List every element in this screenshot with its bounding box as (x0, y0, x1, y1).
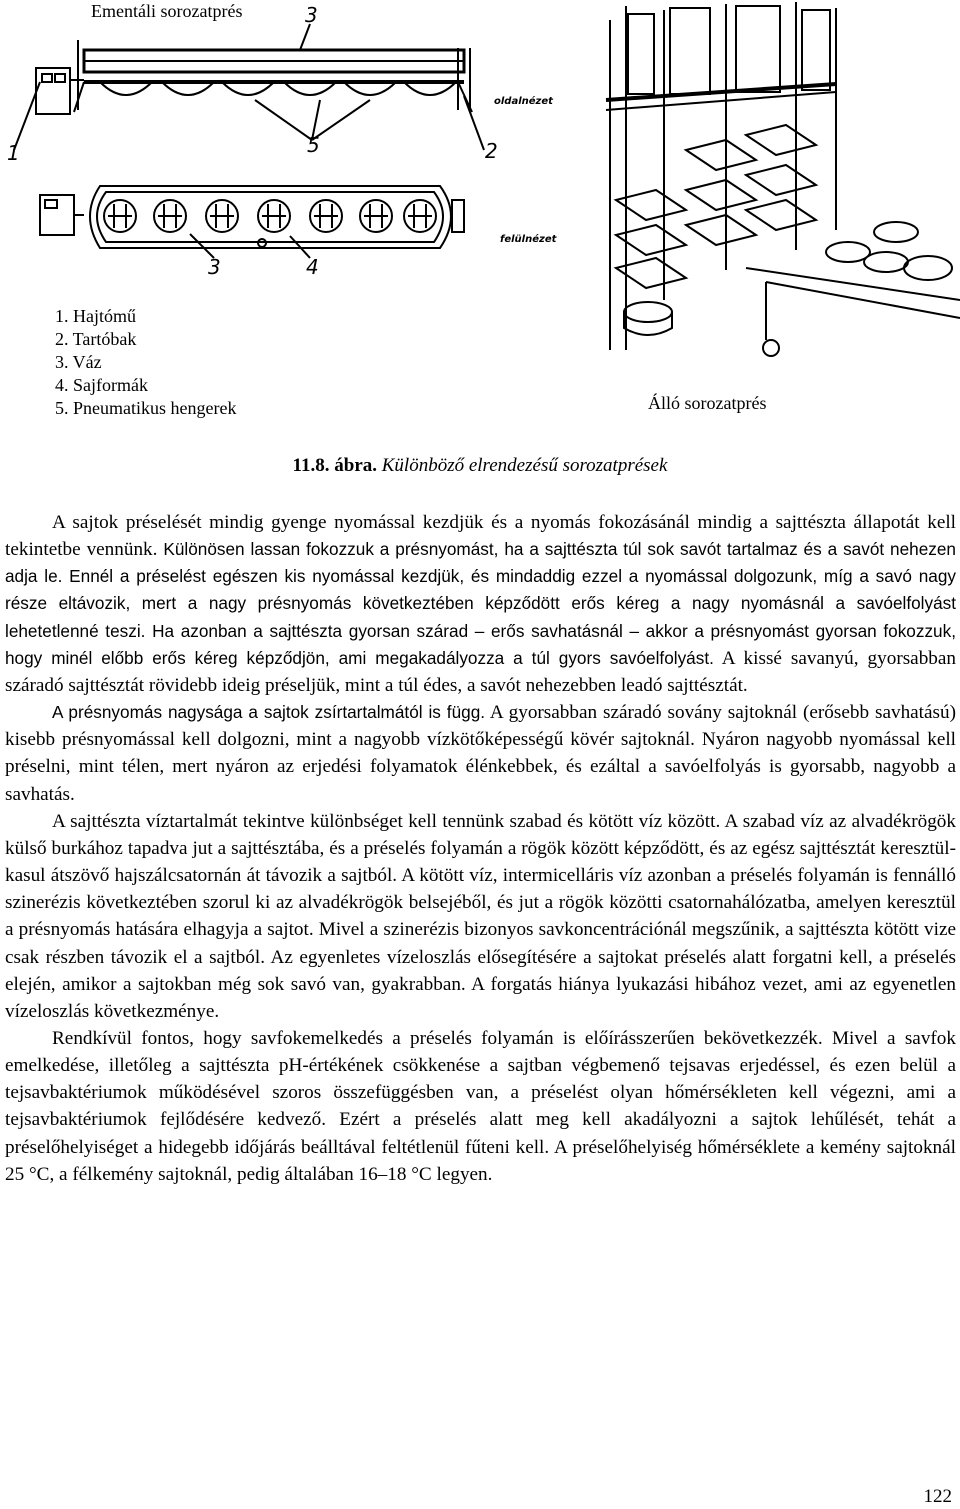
vertical-press-drawing (586, 0, 960, 370)
text-run: Ha azonban a sajttészta gyorsan szárad – erős savhatásnál – akkor a présnyomást gyorsan fokozzuk, hogy minél előbb erős kéreg képződjön, ami megakadályozza a túl gyors savóelfolyást. (5, 620, 956, 668)
text-run: Különösen lassan fokozzuk a présnyomást, ha a sajttészta túl sok savót tartalmaz és a savót nehezen adja le. Ennél a préselést egészen kis nyomással kezdjük, és mindaddig ezzel a nyomással dolgozunk, míg a savó nagy része eltávozik, mert a nagy présnyomás következtében képződött erős kéreg a nagy nyomásnál a savóelfolyást lehetetlenné teszi. (5, 539, 956, 641)
caption-number: 11.8. ábra. (292, 455, 377, 476)
callout-1: 1 (7, 141, 20, 165)
figure-right-title: Álló sorozatprés (648, 393, 767, 413)
body-text (5, 509, 956, 1188)
text-run: A gyorsabban száradó sovány sajtoknál (erősebb savhatású) kisebb présnyomással kell dolgozni, mint a nagyobb vízkötőképességű kövér sajtoknál. Nyáron nagyobb nyomással kell préselni, mint télen, mert nyáron az erjedési folyamatok élénkebbek, és ezáltal a savóelfolyás is gyorsabb, nagyobb a savhatás. (5, 702, 956, 805)
text-run: A sajttészta víztartalmát tekintve különbséget kell tennünk szabad és kötött víz között. A szabad víz az alvadékrögök külső burkához tapadva jut a sajttésztába, és a préselés folyamán a rögök között képződött, és az egész sajttésztát keresztül-kasul átszövő hajszálcsatornán át távozik a sajtból. A kötött víz, intermicelláris víz azonban a préselés folyamán is fennálló szinerézis következtében szorul ki az alvadékrögök belsejéből, és jut a rögök közötti csatornahálózatba, amelyen keresztül a présnyomás hatására elhagyja a sajtot. Mivel a szinerézis bizonyos savkoncentrációnál megszűnik, a sajttészta kötött vize csak részben távozik el a sajtból. Az egyenletes vízeloszlás elősegítésére a sajtokat préselés alatt forgatni kell, a préselés elején, amikor a sajtokban még sok savó van, gyakrabban. A forgatás hiánya lyukazási hibához vezet, ami az egyenetlen vízeloszlás következménye. (5, 810, 956, 1022)
caption-title: Különböző elrendezésű sorozatprések (381, 455, 668, 476)
paragraph (5, 509, 956, 699)
legend-item: 1. Hajtómű (55, 306, 136, 326)
top-view-label: felülnézet (500, 234, 557, 245)
callout-2: 2 (485, 139, 498, 163)
text-run: A sajtok préselését mindig gyenge nyomással kezdjük és a nyomás fokozásánál mindig a sajttészta állapotát kell tekintetbe vennünk. (5, 512, 956, 561)
side-view-label: oldalnézet (494, 96, 553, 107)
page-number: 122 (923, 1486, 952, 1507)
text-run: A kissé savanyú, gyorsabban száradó sajttésztát rövidebb ideig préseljük, mint a túl édes, a savót nehezebben leadó sajttésztát. (5, 647, 956, 696)
paragraph (5, 699, 956, 808)
legend-item: 4. Sajformák (55, 375, 148, 395)
text-run: Rendkívül fontos, hogy savfokemelkedés a préselés folyamán is előírásszerűen bekövetkezzék. Mivel a savfok emelkedése, illetőleg a sajttészta pH-értékének csökkenése a sajtban végbemenő tejsavas erjedéssel, és ezen belül a tejsavbaktériumok működésével szoros összefüggésben van, a préselést olyan hőmérsékleten kell végezni, ami a tejsavbaktériumok fejlődésére kedvező. Ezért a préselés alatt meg kell akadályozni a sajtok lehűlését, tehát a préselőhelyiséget a hidegebb időjárás beálltával feltétlenül fűteni kell. A préselőhelyiség hőmérséklete a kemény sajtoknál 25 °C, a félkemény sajtoknál, pedig általában 16–18 °C legyen. (5, 1027, 956, 1185)
callout-3-top: 3 (305, 3, 318, 27)
figure-left-title: Ementáli sorozatprés (91, 1, 243, 21)
legend-item: 2. Tartóbak (55, 329, 137, 349)
horizontal-press-drawing (0, 0, 560, 300)
callout-5: 5 (307, 133, 320, 157)
callout-3-bottom: 3 (208, 255, 221, 279)
callout-4: 4 (306, 255, 319, 279)
legend-item: 5. Pneumatikus hengerek (55, 398, 237, 418)
paragraph (5, 1025, 956, 1188)
figure-caption (0, 455, 960, 477)
paragraph (5, 808, 956, 1025)
legend-item: 3. Váz (55, 352, 102, 372)
figure-legend (55, 305, 236, 420)
text-run: A présnyomás nagysága a sajtok zsírtartalmától is függ. (52, 702, 486, 723)
